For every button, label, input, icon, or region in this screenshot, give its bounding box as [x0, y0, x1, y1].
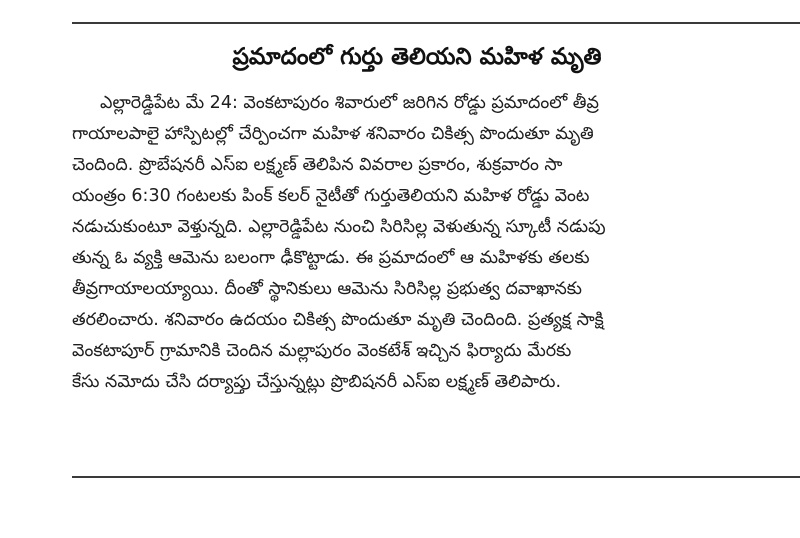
- body-line: చెందింది. ప్రొబేషనరీ ఎస్ఐ లక్ష్మణ్ తెలిపిన వివరాల ప్రకారం, శుక్రవారం సా: [72, 155, 563, 175]
- body-line: గాయాలపాలై హాస్పిటల్లో చేర్పించగా మహిళ శనివారం చికిత్స పొందుతూ మృతి: [72, 124, 594, 144]
- news-article: [72, 40, 762, 398]
- previous-article-fragment: [60, 0, 800, 12]
- top-divider: [72, 22, 800, 24]
- article-headline: ప్రమాదంలో గుర్తు తెలియని మహిళ మృతి: [232, 44, 602, 70]
- body-line: యంత్రం 6:30 గంటలకు పింక్ కలర్ నైటీతో గుర్తుతెలియని మహిళ రోడ్డు వెంట: [72, 186, 590, 206]
- body-line: తీవ్రగాయాలయ్యాయి. దీంతో స్థానికులు ఆమెను సిరిసిల్ల ప్రభుత్వ దవాఖానకు: [72, 279, 582, 299]
- body-line: కేసు నమోదు చేసి దర్యాప్తు చేస్తున్నట్లు ప్రొబిషనరీ ఎస్ఐ లక్ష్మణ్ తెలిపారు.: [72, 372, 562, 392]
- body-line: తరలించారు. శనివారం ఉదయం చికిత్స పొందుతూ మృతి చెందింది. ప్రత్యక్ష సాక్షి: [72, 310, 604, 330]
- body-line: ఎల్లారెడ్డిపేట మే 24: వెంకటాపురం శివారులో జరిగిన రోడ్డు ప్రమాదంలో తీవ్ర: [100, 93, 599, 113]
- body-line: వెంకటాపూర్ గ్రామానికి చెందిన మల్లాపురం వెంకటేశ్ ఇచ్చిన ఫిర్యాదు మేరకు: [72, 341, 572, 361]
- body-line: నడుచుకుంటూ వెళ్తున్నది. ఎల్లారెడ్డిపేట నుంచి సిరిసిల్ల వెళుతున్న స్కూటీ నడుపు: [72, 217, 606, 237]
- body-line: తున్న ఓ వ్యక్తి ఆమెను బలంగా ఢీకొట్టాడు. ఈ ప్రమాదంలో ఆ మహిళకు తలకు: [72, 248, 590, 268]
- bottom-divider: [72, 476, 800, 478]
- article-body: [72, 88, 762, 398]
